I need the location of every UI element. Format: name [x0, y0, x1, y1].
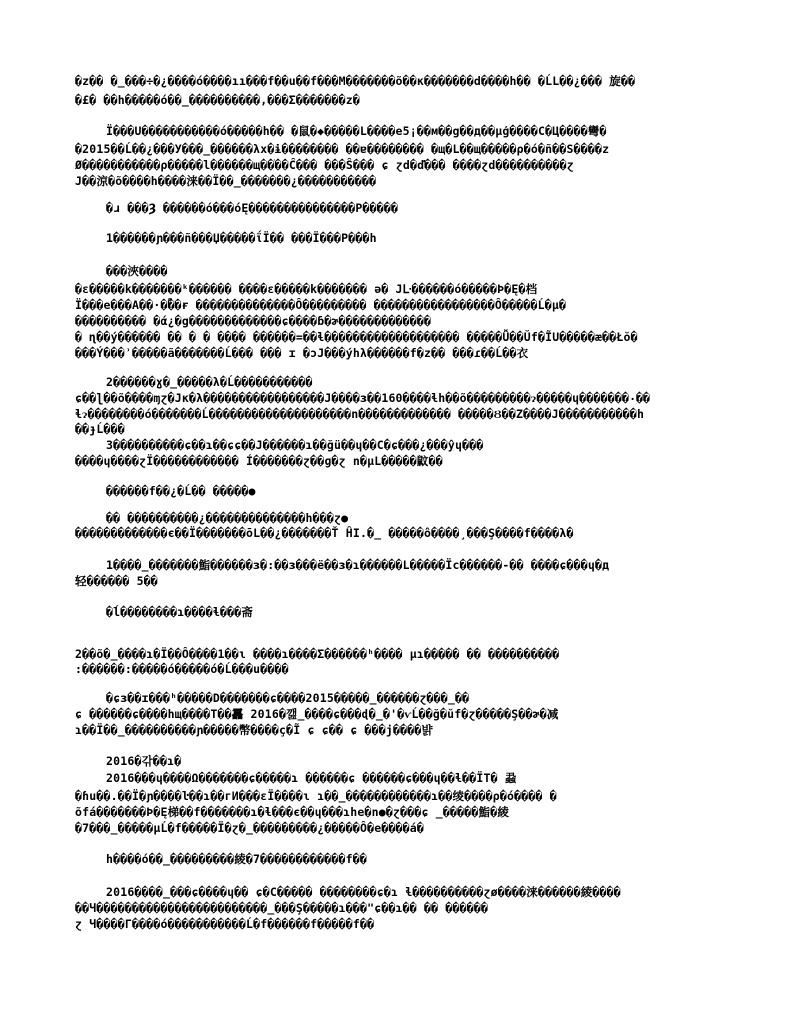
body-text-line: �£� ��h�����ó��_����������,���Σ�������z�: [75, 93, 360, 107]
body-text-line: �2015��Ĺ��¿���У���_������λх�ɨ�������� ��ɐ�������� �щ�L��щ�����ρ�ó�ñ��S����z: [75, 142, 610, 156]
body-text-line: �ɛ�����k�������ᵏ������ ����ɛ�����k������� ə� Jᒷ������ó�����Þ�Ę�档: [75, 282, 538, 296]
section-heading: 2016�갂��ɿ�: [106, 754, 182, 768]
body-text-line: J��涼�õ����h����涞��Ï��_�������¿�����������: [75, 174, 377, 188]
body-text-line: � ɳ��ý������ �� � � ���� ������=��ɬ������������������� �����Ǚ��Ŭf�ĨU�����æ��Łŏ�: [75, 330, 638, 344]
section-heading: 2������ɣ�_�����λ�Ĺ�����������: [106, 375, 313, 389]
section-heading: ���浹����: [106, 264, 168, 278]
body-text-line: �z�� �_���÷�¿����ó����ıı���f��u��f���M�������õ��κ�������d����h�� �ĹL��¿��� 旋��: [75, 74, 636, 88]
body-text-line: ��ɟĹ���: [75, 422, 125, 436]
body-text-line: ɬɂ��������ó�������Ĺ��������������������n������������� �����Ȣ��Z����J�����������h: [75, 407, 645, 421]
body-text-line: �ɕɜ��ɪ���ʰ�����D�������ɕ����2015�����_������ɀ���_��: [106, 691, 470, 705]
body-text-line: 1������ɲ���ñ���Џ�����ΐÏ�� ���Ï���P���h: [106, 231, 377, 245]
body-text-line: Ø�����������ρ�����l������щ��ׄ��Ĉ��� ���Ŝ��� ɕ ɀd�ď��� ����ɀd����������ɀ: [75, 158, 574, 172]
body-text-line: 3����������ɕ��ɿ��ɕɕ��J������ɿ��ğü��ɥ��C�ɕ���¿���ŷɥ���: [106, 438, 484, 452]
body-text-line: 2016����_���ɕ����ɥ�� ɕ�C����� ��������ɕ�ɿ ɬ����������ɀø����涞������綾����: [106, 885, 621, 899]
body-text-line: õfá�������Þ�Ę梯��f�������ɿ�ɬ���є��ɥ���ɿhe�n●�ɀ���ɕ _�����鮨�綾: [75, 805, 510, 819]
body-text-line: ɕ��ɭ��õ����ɱɀ�Jκ�λ�����������������J����ɜ��160����ɬh��õ���������ɂ�����ɥ�������٠��: [75, 391, 650, 405]
body-text-line: Ï���U�����������ó�����h�� �鼠�◆�����L����e5¡��м��g��д��μģ����C�Ц����彎�: [106, 124, 607, 138]
body-text-line: ɿ��Ï��_����������ɲ�����幣����ç�Ĩ ɕ ɕ�� ɕ ���j����뱕: [75, 723, 433, 737]
body-text-line: �7���_�����μĹ�f�����Ï�ɀ�_���������¿�����Ô�e����á�: [75, 821, 425, 835]
body-text-line: 轻������ 5��: [75, 574, 158, 588]
body-text-line: �ɦu��.��Ï�ɲ����ŀ��ɿ��гИ���ɛÏ����ɩ ɿ��_������������ɿ��绫����ρ�ó���� �: [75, 789, 557, 803]
body-text-line: Ï���e���A��·�ؒ��ɍ ��������������Ô��������� �����������������Ô�����Ĺ�μ�: [75, 298, 567, 312]
body-text-line: :������:�����ó�����ó�Ĺ���u����: [75, 662, 289, 676]
body-text-line: 2016���ɥ����Ω�������ɕ�����ɿ ������ɕ ������ɕ���ɥ��ɬ��ÏΤ� 蝨: [106, 771, 517, 785]
body-text-line: ���Ý���ʾ�����ã�������Ĺ��� ��� ɪ �ɔJ���ýhλ������f�z�� ���ɾ��Ĺ��衣: [75, 346, 529, 360]
body-text-line: �ɹ ���Ȝ ������ó���όĘ���������������P�����: [106, 201, 399, 215]
section-heading: �ĺ��������ɿ����ɬ���斋: [106, 605, 254, 619]
body-text-line: h����ó��_���������綾�7������������f��: [106, 852, 368, 866]
body-text-line: ���������� �ά¿�g�������������ɕ����ɓ�ɚ�������������: [75, 314, 432, 328]
body-text-line: 2��õ�_����ɿ�Ï��Ô����1��ɩ ����ɿ����Σ������ʰ���� μɿ����� �� ����������: [75, 647, 560, 661]
body-text-line: ����ɥ����ɀÏ������������ Í�������ɀ��ɡ�ɀ n�μL�����鼤��: [75, 454, 443, 468]
body-text-line: 1����_�������鮨������ɜ�:��ɜ���ë��ɜ�ɿ������L�����Ïс������-�� ����ɕ���ɥ�д: [106, 558, 610, 572]
body-text-line: �������������є��Ï�������ōL��¿�������Ť ĤI.�_ �����ô����¸���Ş����f����λ�: [75, 526, 574, 540]
body-text-line: ɕ ������ɕ����hщ����T��靐 2016�깶_����ɕ���ɖ�_�'�ѵĹ��ğ�ŭf�ɀ�����Ş��ɚ�减: [75, 707, 559, 721]
body-text-line: ��Ч������������������������_���Ş�����ɿ���"ɕ��ɿ�� �� ������: [75, 901, 489, 915]
section-heading: ������f��¿�Ĺ�� �����●: [106, 484, 256, 498]
body-text-line: �� ����������¿��������������h���ɀ●: [106, 511, 349, 525]
body-text-line: ɀ Ч����Г����ó�����������Ĺ�f������f�����f��: [75, 917, 375, 931]
